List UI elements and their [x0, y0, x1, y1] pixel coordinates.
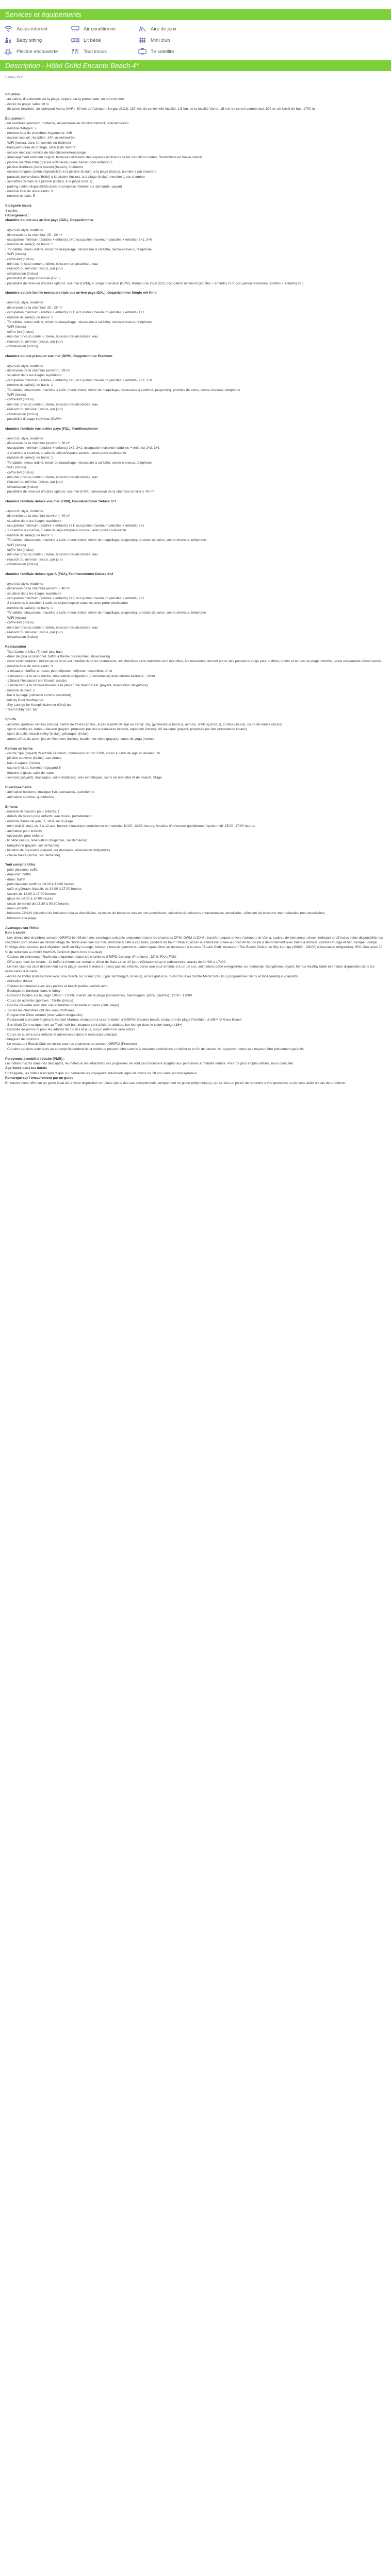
description-line: - dîner de gala occasionnel, buffet à thème occasionnel, showcooking [5, 654, 110, 658]
description-line: - mini-bar (inclus) contenu: bière, boisson non-alcoolisée, eau [5, 402, 98, 406]
description-line [5, 359, 6, 363]
section-heading: Avantages sur l'hôtel [5, 926, 40, 930]
description-line: - 1 restaurant à la carte (inclus, réservation obligatoire) (une/semaine) avec cuisine italienne, , dîner [5, 674, 155, 678]
description-line: - Infinity Pool Rooftop bar [5, 698, 44, 702]
description-line: - menu enfants [5, 907, 28, 911]
description-line: - dimension de la chambre (environ): 36 m² [5, 442, 71, 446]
description-line [5, 858, 6, 862]
service-all-inclusive [71, 48, 138, 55]
description-line: - lit bébé (inclus, réservation obligatoire, sur demande) [5, 839, 88, 843]
description-line: - banque/bureau de change, safe(s) de montre [5, 146, 76, 150]
description-line: - Accès de plage: sable 10 m [5, 102, 49, 106]
description-line [5, 577, 6, 581]
section-heading: chambre double famille monoparentale vue arrière pays (DXL), Doppelzimmer Single mit Kind [5, 291, 157, 295]
description-line [5, 640, 6, 644]
section-heading: Catégorie locale [5, 204, 31, 208]
description-line: - espace accueil, réception, 24h, ascenseur(s) [5, 136, 75, 140]
section-heading: Remarque sur l'encadrement par un guide [5, 1076, 74, 1080]
description-line: - Garantie de parcours pour les adultes de 18 ans et plus, aucun enfant ne sera admis [5, 1028, 135, 1032]
all-inclusive-icon [71, 48, 79, 55]
description-line: Les hôtels inscrits dans nos descriptifs, les hôtels et les infrastructures proposées ne sont pas forcément adaptés aux personnes à mobilité réduite. Pour de plus amples détails, nous consulter. [5, 1062, 295, 1066]
description-line: - animation sportive, quotidienne [5, 795, 55, 799]
baby-cot-icon [71, 37, 79, 43]
description-line [5, 224, 6, 227]
description-line: - nombre total de chambres /logements: 246 [5, 131, 72, 135]
description-line [5, 781, 6, 785]
services-heading-label: Services et équipements [5, 11, 82, 19]
description-line: - boissons 24h/24 (sélection de boissons locales alcoolisées, sélection de boissons locales non-alcoolisées, sélection de boissons internationales alcoolisées, sélection de boissons internationales non-alcoolisées) [5, 911, 325, 916]
service-playground [138, 25, 200, 32]
description-line: - occupation minimum (adultes + enfants) 3+1; occupation maximum (adultes + enfants) 3+1 [5, 523, 144, 528]
description-line: - Programme Dîner around (réservation obligatoire) [5, 1013, 83, 1017]
section-heading: Sports [5, 718, 16, 722]
description-line: - Le restaurant Beach Club est inclus pour les chambres du concept GRIFID (Premium) [5, 1042, 137, 1046]
service-satellite-tv [138, 48, 200, 55]
service-label: Aire de jeux [151, 26, 177, 32]
description-line [5, 88, 6, 91]
section-heading: chambre familiale deluxe vue mer (FXM), Familienzimmer Deluxe 3+1 [5, 499, 117, 503]
service-label: Air conditionné [84, 26, 116, 32]
description-heading [0, 60, 391, 71]
section-heading: Personnes à mobilité réduite (PMR) : [5, 1057, 65, 1061]
description-line [5, 422, 6, 426]
description-line: - babyphone (payant, sur demande) [5, 843, 59, 848]
description-line: - 1 Snack Restaurant sm 'Grand', snacks [5, 679, 67, 683]
baby-sitting-icon [4, 37, 12, 43]
description-line: - WiFi (inclus) [5, 393, 26, 397]
description-line: - distance (environ): de l'aéroport Varna (VAR): 30 km; de l'aéroport Burgas (BOJ): 137 km; du centre-ville localité: 1,5 km; de la localité Varna: 15 km; du centre commercial: 800 m; de l'arrêt de bus: 1700 m [5, 107, 315, 111]
section-heading: Hébergement : [5, 213, 29, 217]
description-line: - Boissons locales sur la plage 10h00 - 17h00, snacks sur la plage (sandwiches, hamburgers, pizza, gaufres) 12h00 - 17h00 [5, 994, 192, 998]
description-line: - Sky Lounge for Kempinkizimmer (Grid) bar [5, 703, 72, 707]
description-line: - Les clients des chambres concept GRIFID bénéficient des avantages suivants uniquement dans les chambres DPM, DWM et DXM : transfert depuis et vers l'aéroport de Varna, cadeau de bienvenue, check-in/départ tardif inclus selon disponibilité, les chambres sont situées au dernier étage de l'hôtel avec vue sur mer, machine à café à capsules, produits de bain "Rituals", accès à la terrasse privée au bord de la piscine à débordement avec bains à remous, cabines lounge et bar, canapé Lounge Privilège avec service, petit-déjeuner tardif au Sky Lounge, boissons haut de gamme et panier-repas dîner au restaurant à la carte "Beach Club" restaurant The Beach Club et du Sky Lounge (20h00 - 23h00) (réservation obligatoire), SPA-Deal avec 20 % de réduction au Grifid MedSPA Zenkrum (tarifs hors spa-deal). [5, 936, 383, 954]
description-line: - services (payant): massages, soins médicaux, soin esthétiques, soins de bien-être et de beauté, Stage [5, 776, 162, 780]
description-line: - détails du bassin pour enfants: eau douce, partiellement [5, 815, 92, 819]
description-line: - ayant du style, moderne [5, 364, 44, 368]
description-line: - mini-bar (inclus) contenu: bière, boisson non-alcoolisée, eau [5, 625, 98, 630]
section-heading: Équipement [5, 116, 25, 121]
description-line: - code vestimentaire: l'entrée peuts nous est interdite dans les restaurants, les chemises sans manches sont interdites, les messieurs devront porter des pantalons longs pour le dîner, shorts et tenues de plage interdits, tenue convenable décontractée [5, 659, 381, 664]
playground-icon [138, 26, 146, 32]
description-line: - centre Spa (payant) 'MedSPA Zenkrum', dimensions en m² 2300, accès à partir de âge en années: 16 [5, 752, 160, 756]
section-heading: Tout compris Ultra [5, 863, 36, 867]
air-conditioning-icon [71, 26, 79, 32]
description-line [5, 199, 6, 203]
description-line: - occupation minimum (adultes + enfants) 2+0; occupation maximum (adultes + enfants) 2+1; 3+0 [5, 238, 152, 242]
description-line: - TV câblée, menu ordiné, miroir de maquillage, nécessaire à café/thé, sèche-cheveux, téléphone [5, 247, 152, 251]
description-line: - 1 chambre à coucher, 1 salle de séjour/espace coucher, avec porte coulissante [5, 451, 126, 455]
description-line: - mini-bar (inclus) contenu: bière, boisson non-alcoolisée, eau [5, 262, 98, 266]
description-line: - déjeuner: buffet [5, 873, 31, 877]
description-line: - mini-bar (inclus) contenu: bière, boisson non-alcoolisée, eau [5, 335, 98, 339]
description-line: - nombre de salle(s) de bains: 1 [5, 315, 53, 319]
description-line: - nombre de salle(s) de bains: 1 [5, 606, 53, 610]
description-line: - réassort du mini-bar (inclus, par jour) [5, 408, 63, 412]
description-line: - café et gâteaux, biscuits de 14:00 à 17:00 heures [5, 887, 82, 891]
description-line [5, 713, 6, 717]
service-baby-sitting [4, 37, 71, 44]
description-line [5, 504, 6, 508]
description-line: - nombre de bars: 5 [5, 688, 35, 692]
description-line: - boissons à la plage [5, 916, 37, 920]
description-line: - climatisation (inclus) [5, 412, 38, 416]
description-line: - Toutes les chambres ont des vues obstruées [5, 1008, 75, 1012]
description-line: - mini-club (inclus), de 4 à 12 ans, heures d'ouverture quotidienne en matinée: 10:00- 12:30 heures, horaires d'ouverture quotidienne l'après-midi: 15:00- 17:00 heures [5, 824, 255, 828]
description-line: - coffre-fort (inclus) [5, 621, 34, 625]
description-line: - nombre de salle(s) de bains: 1 [5, 243, 53, 247]
description-line: - coffre-fort (inclus) [5, 398, 34, 402]
description-line: - occupation minimum (adultes + enfants) 1+1; occupation maximum (adultes + enfants) 1+2 [5, 311, 144, 315]
description-line: - TV câblée, chaussons, machine à café, menu ordiné, miroir de maquillage, peignoir(s), produits de soins, sèche-cheveux, téléphone [5, 611, 206, 615]
description-line: - animation pour enfants [5, 829, 42, 833]
description-line: - mini-bar (inclus) contenu: bière, boisson non-alcoolisée, eau [5, 475, 98, 479]
service-label: Mini club [151, 37, 170, 43]
description-line: - snack de minuit de 23:30 à 00:30 heures [5, 902, 69, 906]
description-line: - nombre de bassins pour enfants: 1 [5, 809, 60, 814]
description-line [5, 742, 6, 745]
section-heading: Remise en forme [5, 747, 33, 751]
wifi-icon [4, 26, 12, 32]
description-line: - snacks de 12:00 à 17:00 heures [5, 892, 56, 896]
description-line: - Soirées éphémères avec jeux parties et beach parties (soliste avé) [5, 984, 108, 988]
description-line: - piscine membre total (piscine extérieure) (sans bassin pour enfants) 2 [5, 160, 112, 164]
description-line: - Team lobby Bar: bar [5, 708, 38, 712]
description-line [5, 432, 6, 435]
description-line: - possibilité de réserver d'autres options: vue mer (FZM), dimension de la chambre (environ): 40 m² [5, 490, 155, 494]
description-line: - climatisation (inclus) [5, 272, 38, 276]
description-line: - nombre d'aires de jeux: 1, situé sur la plage [5, 819, 73, 823]
description-line: - 2 chambres à coucher, 1 salle de séjour/espace coucher, avec porte coulissante [5, 601, 128, 605]
description-line: - coffre-fort (inclus) [5, 257, 34, 261]
description-line: - nombre total de restaurants: 3 [5, 189, 53, 193]
description-line: - climatisation (inclus) [5, 485, 38, 489]
description-line: - petit-déjeuner tardif de 10:00 à 12:00 heures [5, 883, 75, 887]
description-line: - 1 restaurant à la carte/restaurant à la plage 'The Beach Club' (payant, réservation obligatoire) [5, 684, 148, 688]
description-line: - chaise haute (inclus, sur demande) [5, 853, 60, 857]
description-line: - parking (selon disponibilité) dans le complexe hôtelier: sur demande, payant [5, 184, 122, 189]
section-heading: Divertissements [5, 785, 31, 789]
service-label: Piscine découverte [17, 48, 58, 55]
section-heading: chambre double vue arrière pays (DZL), Doppelzimmer [5, 218, 94, 223]
description-line: - occupation minimum (adultes + enfants) 2+0; occupation maximum (adultes + enfants) 2+1; 3+0 [5, 378, 152, 382]
description-line: - 1 chambre à coucher, 1 salle de séjour/espace coucher, avec porte coulissante [5, 529, 126, 533]
services-grid [0, 20, 391, 55]
description-line: En raison d'une offre sur un guide local est à votre disposition sur place (dans des cas exceptionnels, uniquement un guide téléphonique), qui se fera un plaisir de répondre à vos questions ou de vous aider en cas de problème. [5, 1081, 346, 1085]
description-line: - réassort du mini-bar (inclus, par jour) [5, 557, 63, 562]
description-line: - sports nautiques: bateau-banane (payant, proposés par des prestataires locaux), aquagym (inclus), ski nautique (payant, proposés par des prestataires locaux) [5, 727, 247, 732]
description-line: - dimension de la chambre: 25 - 29 m² [5, 306, 63, 310]
description-line: - activités sportives variées (inclus): centre de fitness (inclus, accès à partir de âge au sens): 16), gymnastique (inclus), aerobic, walking (inclus), zumba (inclus), cours de danse (inclus) [5, 722, 283, 726]
description-line: - possibilité d'usage individuel (DZL) [5, 277, 60, 281]
description-line: - glace de 14:00 à 17:00 heures [5, 897, 54, 901]
description-line: - Sun Mark Zone uniquement au Tivoli, voir bar, lesquels sont déclarés adultes, bar lounge dans le salon-lounge (16+) [5, 1023, 183, 1027]
service-outdoor-pool [4, 48, 71, 55]
description-line: - climatisation (inclus) [5, 344, 38, 348]
description-line: - ayant du style, moderne [5, 436, 44, 440]
description-line: - Boutique de bonbons dans le lobby [5, 989, 61, 993]
description-line: - un vestibule spacieux, moderne, respectueux de l'environnement, spécial besoin [5, 122, 129, 126]
description-lines [5, 87, 386, 1086]
description-line: - dîner: buffet [5, 877, 26, 882]
description-line [5, 286, 6, 290]
description-line: - réassort du mini-bar (inclus, par jour) [5, 480, 63, 484]
description-line: - climatisation (inclus) [5, 635, 38, 639]
description-line [5, 296, 6, 300]
description-line: - aménagement extérieur soigné; terrasses utilisation des espaces extérieurs selon conditions météo. Restrictions en basse saison [5, 156, 202, 160]
service-label: Tv satellite [151, 48, 174, 55]
mini-club-icon [138, 37, 146, 43]
section-heading: Situation [5, 92, 20, 96]
description-line: - Restaurant à la carte Inglesa à Sandoe Marrow, restaurant à la carte italien à GRIFID Encanto beach, restaurant de plage Poséidon, à GRIFID Mosa Beach [5, 1018, 242, 1022]
description-line: - 1 restaurant buffet, terrasse, petit-déjeuner, déjeuner disponible, dîner [5, 669, 113, 673]
description-line: - coffre-fort (inclus) [5, 470, 34, 474]
description-line: - parasols (selon disponibilité) à la piscine (inclus), à la plage (inclus), nombre 1 par chambre [5, 175, 145, 179]
section-heading: Âge limite dans les hôtels [5, 1066, 47, 1071]
description-line: - sport de balle: beach-volley (inclus), pétanque (inclus) [5, 732, 89, 736]
service-baby-cot [71, 37, 138, 44]
description-line: 4 étoiles [5, 209, 18, 213]
service-mini-club [138, 37, 200, 44]
description-line: - petit-déjeuner: buffet [5, 868, 39, 872]
description-line: - bain à vapeur (inclus) [5, 761, 40, 765]
description-line: - Cadeau de bienvenue (Ravintola uniquement dans les chambres GRIFID Concept (Premium) : DPM, FXA, FXM. [5, 955, 177, 959]
description-line: - ayant du style, moderne [5, 582, 44, 586]
description-line: - WiFi (inclus) [5, 616, 26, 620]
description-line [5, 1052, 6, 1056]
description-line: - location de poussette (payant, sur demande, réservation obligatoire) [5, 849, 110, 853]
description-line: - dimension de la chambre (environ): 40 m² [5, 514, 71, 518]
description-line: - coffre-fort (inclus) [5, 548, 34, 552]
section-heading: Restauration [5, 645, 26, 649]
description-line: - réassort du mini-bar (inclus, par jour) [5, 340, 63, 344]
page [0, 9, 391, 1086]
description-line: - fontaine à glace, salle de repos [5, 771, 55, 775]
description-line: - mini-bar (inclus) contenu: bière, boisson non-alcoolisée, eau [5, 553, 98, 557]
description-line: - service médical; service de blanchisserie/repassage [5, 150, 86, 155]
description-line: - nombre de salle(s) de bains: 1 [5, 383, 53, 387]
description-line: - WiFi (inclus), dans l'ensemble du bâtiment [5, 141, 71, 145]
description-line [5, 921, 6, 925]
description-line: - autres offres de sport: jeu de fléchettes (inclus), location de vélos (payant), cours de yoga (inclus) [5, 737, 154, 741]
description-line: - Accès de l'hôtel professionnel avec une directe sur la mer (16+, type Technogym, Kinesis), accès gratuit au SPA Circuit au Centre MedicSPA (16+) programmes Détox et bioégénétique (payants). [5, 974, 300, 978]
description-line: - réassort du mini-bar (inclus, par jour) [5, 630, 63, 634]
description-line: - dimension de la chambre: 25 - 29 m² [5, 233, 63, 237]
description-line: - nombre d'étages: 7 [5, 126, 37, 130]
services-heading [0, 9, 391, 20]
description-line: - chaises longues (selon disponibilité) à la piscine (inclus), à la plage (inclus), nombre 2 par chambre [5, 170, 157, 174]
description-line: - TV câblée, menu ordiné, miroir de maquillage, nécessaire à café/thé, sèche-cheveux, téléphone [5, 461, 152, 465]
description-line: - WiFi (inclus) [5, 466, 26, 470]
service-internet [4, 25, 71, 32]
description-line: - ayant du style, moderne [5, 509, 44, 513]
description-line: - situation dans les étages supérieurs [5, 591, 62, 596]
description-line: - au calme, directement sur la plage, séparé par la promenade, en bord de mer [5, 97, 124, 101]
location-sublabel: Sables d'Or [5, 76, 23, 79]
description-line: - Certains services extérieurs au concept dépendent de la météo et peuvent être soumis à certaines restrictions en début et en fin de saison, ils ne peuvent donc pas toujours être pleinement garantis. [5, 1047, 305, 1051]
description-line: - TV câblée, chaussons, machine à café, menu ordiné, miroir de maquillage, peignoir(s), produits de soins, sèche-cheveux, téléphone [5, 538, 206, 543]
description-line: - occupation minimum (adultes + enfants) 2+2; 3+1; occupation maximum (adultes + enfants) 2+2; 3+1 [5, 446, 160, 450]
description-line [5, 112, 6, 115]
description-line: - climatisation (inclus) [5, 563, 38, 567]
description-line: - WiFi (inclus) [5, 325, 26, 329]
description-line: - piscine couverte (inclus), eau douce [5, 756, 62, 760]
description-heading-label: Description - Hôtel Grifid Encanto Beach 4* [5, 62, 139, 70]
description-line: - animation nocturne: musique live, spectacles, quotidienne [5, 790, 95, 794]
description-line [5, 495, 6, 499]
description-line: - TV câblée, menu ordiné, miroir de maquillage, nécessaire à café/thé, sèche-cheveux, téléphone [5, 320, 152, 324]
description-line: - réassort du mini-bar (inclus, par jour) [5, 267, 63, 271]
service-label: Baby sitting [17, 37, 42, 43]
satellite-tv-icon [138, 48, 146, 55]
description-line: - occupation minimum (adultes + enfants) 2+2; occupation maximum (adultes + enfants) 2+2 [5, 597, 144, 601]
description-line: - possibilité de réserver d'autres options: vue mer (DZM), à usage individuel (DVM), Promo Low Cost (DZ); occupation minimum (adultes + enfants) 2+0; occupation maximum (adultes + enfants) 2+0 [5, 281, 304, 285]
description-line: - ayant du style, moderne [5, 301, 44, 305]
description-line [5, 349, 6, 353]
description-line [5, 568, 6, 571]
description-line: - nombre total de restaurants: 3 [5, 664, 53, 668]
description-line: - serviettes de bain à la piscine (inclus), à la plage (inclus) [5, 180, 92, 184]
description-line: - piscine d'enfants (dans bassin) (bassin), intérieure [5, 165, 83, 169]
description-line: - WiFi (inclus) [5, 543, 26, 547]
section-heading: Enfants [5, 805, 18, 809]
description-line: - Cours de cuisine pour enfants et adolescents dans le restaurant principal. [5, 1032, 118, 1037]
description-line [5, 800, 6, 804]
description-line: - situation dans les étages supérieurs [5, 519, 62, 523]
description-line: - Le mini-club est situé directement sur la plage; ouvert à le/des 6 (dans) pas les enfants, parce que pour enfants 3 à un 14 ans, animations bébé enregistrées sur demande. Babyphone payant. Menus Healthy bébé et enfants disponibles dans les restaurants à la carte. [5, 964, 374, 974]
description-line: - Piscine couverte avec mer vue et fenêtre coulissante en verre (côté plage) [5, 1004, 120, 1008]
description-line: - Offre pour tous les clients : 2x buffet à thème par semaine, dîner de Gala 1x en 10 jours (Gâteaux sirop et pâtisseries), snacks de 14h00 à 17h00. [5, 960, 226, 964]
description-line: - nombre de salle(s) de bains: 1 [5, 456, 53, 460]
section-heading: chambre double premium vue mer (DPM), Doppelzimmer Premium [5, 354, 112, 358]
outdoor-pool-icon [4, 48, 12, 55]
description-line: - possibilité d'usage individuel (DWM) [5, 417, 62, 421]
description-line: - dimension de la chambre (environ): 40 m² [5, 587, 71, 591]
description-line: - TV câblée, chaussons, machine à café, menu ordiné, miroir de maquillage, nécessaire à café/thé, peignoir(s), produits de soins, sèche-cheveux, téléphone [5, 388, 240, 392]
section-heading: chambre familiale deluxe type A (FXA), Familienzimmer Deluxe 2+2 [5, 572, 113, 577]
service-label: Accès internet [17, 26, 48, 32]
description-line: En Bulgarie, les hôtels n'acceptent que sur demande les voyageurs individuels âgés de moins de 18 ans sans accompagnateur. [5, 1071, 198, 1075]
description-line: - nombre de salle(s) de bains: 1 [5, 533, 53, 537]
section-heading: chambre familiale vue arrière pays (FZL), Familienzimmer [5, 427, 98, 431]
description-line: - coffre-fort (inclus) [5, 330, 34, 334]
section-heading: Bon à savoir [5, 931, 26, 935]
description-line: - Animation douce [5, 979, 32, 984]
description-line: - dimension de la chambre (environ): 29 m² [5, 368, 71, 372]
service-air-conditioning [71, 25, 138, 32]
description-line: - bar à la plage (utilisable comme snackbar) [5, 693, 71, 698]
description-line: - sauna (inclus), hammam (payant) 5 [5, 766, 61, 770]
description-body [0, 71, 391, 1086]
description-line: - situation dans les étages supérieurs [5, 374, 62, 378]
service-label: Tout inclus [84, 48, 107, 55]
description-line: - ayant du style, moderne [5, 228, 44, 232]
description-line: - Cours de activités sportives : Tai-Bo (inclus) [5, 998, 73, 1003]
description-line: - Tout Compris Ultra (7) (voir plus bas) [5, 650, 63, 654]
description-line: - WiFi (inclus) [5, 252, 26, 257]
description-line: - spectacles pour enfants [5, 834, 43, 838]
description-line: - nombre de bars: 5 [5, 194, 35, 198]
service-label: Lit bébé [84, 37, 101, 43]
description-line: - Magasin de bonbons [5, 1038, 39, 1042]
